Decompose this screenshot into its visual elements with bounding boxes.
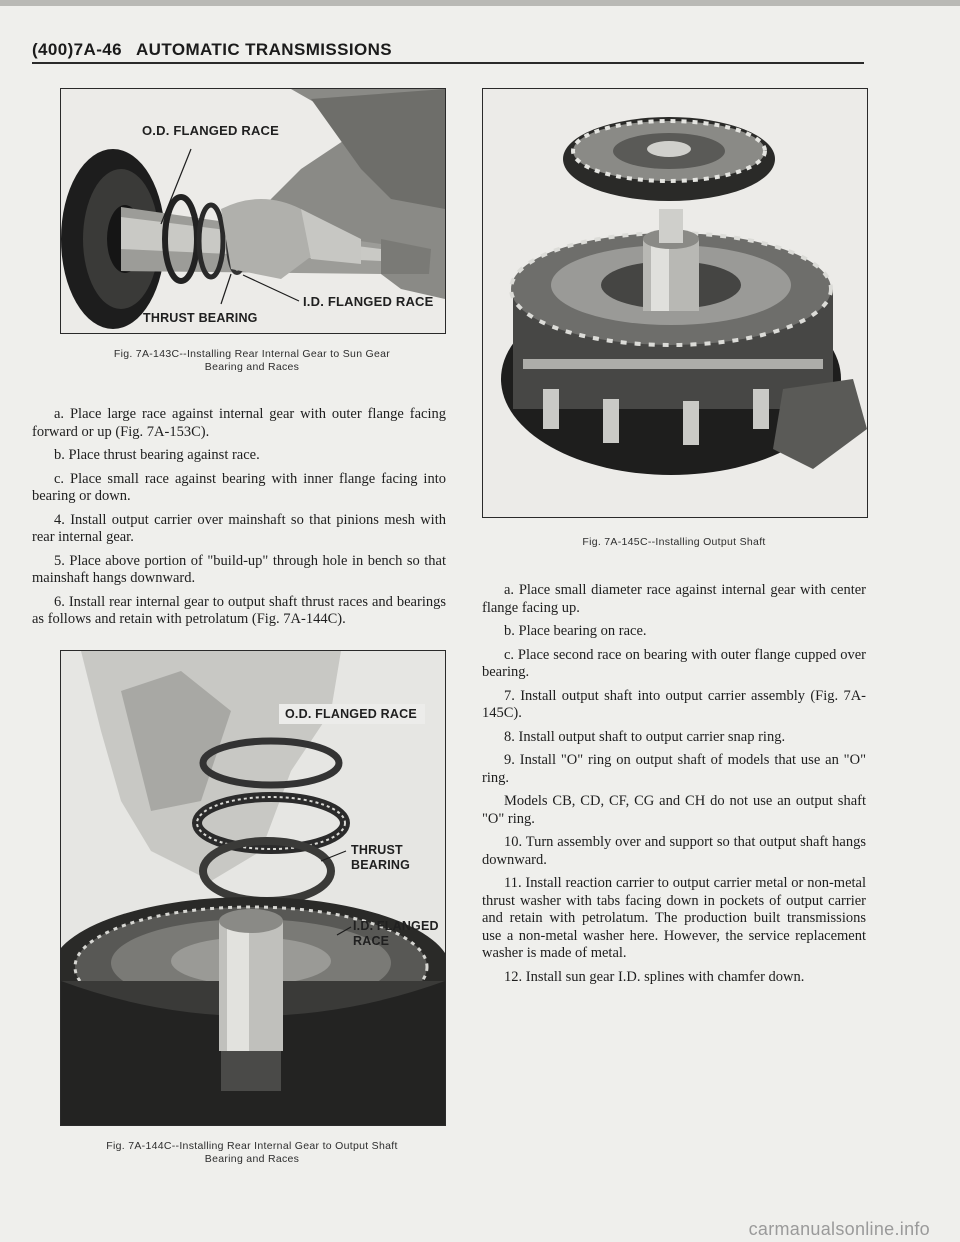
step-4: 4. Install output carrier over mainshaft so that pinions mesh with rear internal gear. bbox=[32, 511, 446, 545]
step-6c: c. Place small race against bearing with inner flange facing into bearing or down. bbox=[32, 470, 446, 504]
step-9: 9. Install "O" ring on output shaft of models that use an "O" ring. bbox=[482, 752, 866, 786]
step-6b-right: b. Place bearing on race. bbox=[504, 623, 647, 639]
figure-143c-caption-line1: Fig. 7A-143C--Installing Rear Internal Gear to Sun Gear bbox=[113, 348, 391, 360]
label-bearing-line: BEARING bbox=[351, 858, 411, 872]
step-6a-right: a. Place small diameter race against internal gear with center flange facing up. bbox=[482, 582, 866, 616]
step-12: 12. Install sun gear I.D. splines with chamfer down. bbox=[504, 968, 805, 985]
label-thrust-line: THRUST bbox=[351, 843, 403, 857]
figure-144c-photo bbox=[60, 650, 446, 1126]
step-11: 11. Install reaction carrier to output carrier metal or non-metal thrust washer with tabs facing down in pockets of output carrier and retain with petrolatum. The production built transmissions use a non-metal washer here. However, the service replacement washer is made of metal. bbox=[482, 875, 866, 961]
figure-145c-caption: Fig. 7A-145C--Installing Output Shaft bbox=[582, 536, 766, 548]
figure-144c-caption-line1: Fig. 7A-144C--Installing Rear Internal Gear to Output Shaft bbox=[106, 1140, 398, 1152]
figure-145c-illustration bbox=[483, 89, 867, 517]
figure-143c-photo bbox=[60, 88, 446, 334]
page-top-edge bbox=[0, 0, 960, 6]
step-6c-right: c. Place second race on bearing with outer flange cupped over bearing. bbox=[482, 646, 866, 680]
label-id-flanged-race-2 bbox=[353, 919, 439, 949]
label-id-flanged-line: I.D. FLANGED bbox=[353, 919, 439, 933]
step-6: 6. Install rear internal gear to output shaft thrust races and bearings as follows and retain with petrolatum (Fig. 7A-144C). bbox=[32, 593, 446, 627]
models-note: Models CB, CD, CF, CG and CH do not use an output shaft "O" ring. bbox=[482, 793, 866, 827]
step-10: 10. Turn assembly over and support so that output shaft hangs downward. bbox=[482, 834, 866, 868]
label-od-flanged-race-2: O.D. FLANGED RACE bbox=[285, 707, 417, 721]
section-title: AUTOMATIC TRANSMISSIONS bbox=[136, 40, 393, 59]
step-7: 7. Install output shaft into output carrier assembly (Fig. 7A-145C). bbox=[482, 687, 866, 721]
figure-144c-caption-line2: Bearing and Races bbox=[204, 1153, 300, 1165]
label-race-line: RACE bbox=[353, 934, 390, 948]
page-code: (400)7A-46 bbox=[32, 40, 122, 59]
label-thrust-bearing-2 bbox=[351, 843, 410, 873]
step-8: 8. Install output shaft to output carrier snap ring. bbox=[504, 728, 786, 745]
label-od-flanged-race: O.D. FLANGED RACE bbox=[142, 123, 280, 138]
header-rule bbox=[32, 62, 864, 64]
page-header bbox=[32, 40, 392, 60]
right-text-column bbox=[482, 582, 866, 992]
figure-144c-caption bbox=[60, 1140, 444, 1166]
left-text-column bbox=[32, 406, 446, 635]
step-6b: b. Place thrust bearing against race. bbox=[54, 447, 260, 463]
label-id-flanged-race: I.D. FLANGED RACE bbox=[303, 294, 434, 309]
label-thrust-bearing: THRUST BEARING bbox=[143, 311, 258, 325]
figure-143c-caption bbox=[60, 348, 444, 374]
step-6a: a. Place large race against internal gear with outer flange facing forward or up (Fig. 7A-153C). bbox=[32, 406, 446, 440]
watermark-link[interactable]: carmanualsonline.info bbox=[748, 1219, 930, 1239]
figure-145c-photo bbox=[482, 88, 868, 518]
step-5: 5. Place above portion of "build-up" through hole in bench so that mainshaft hangs downward. bbox=[32, 552, 446, 586]
figure-143c-caption-line2: Bearing and Races bbox=[204, 361, 300, 373]
